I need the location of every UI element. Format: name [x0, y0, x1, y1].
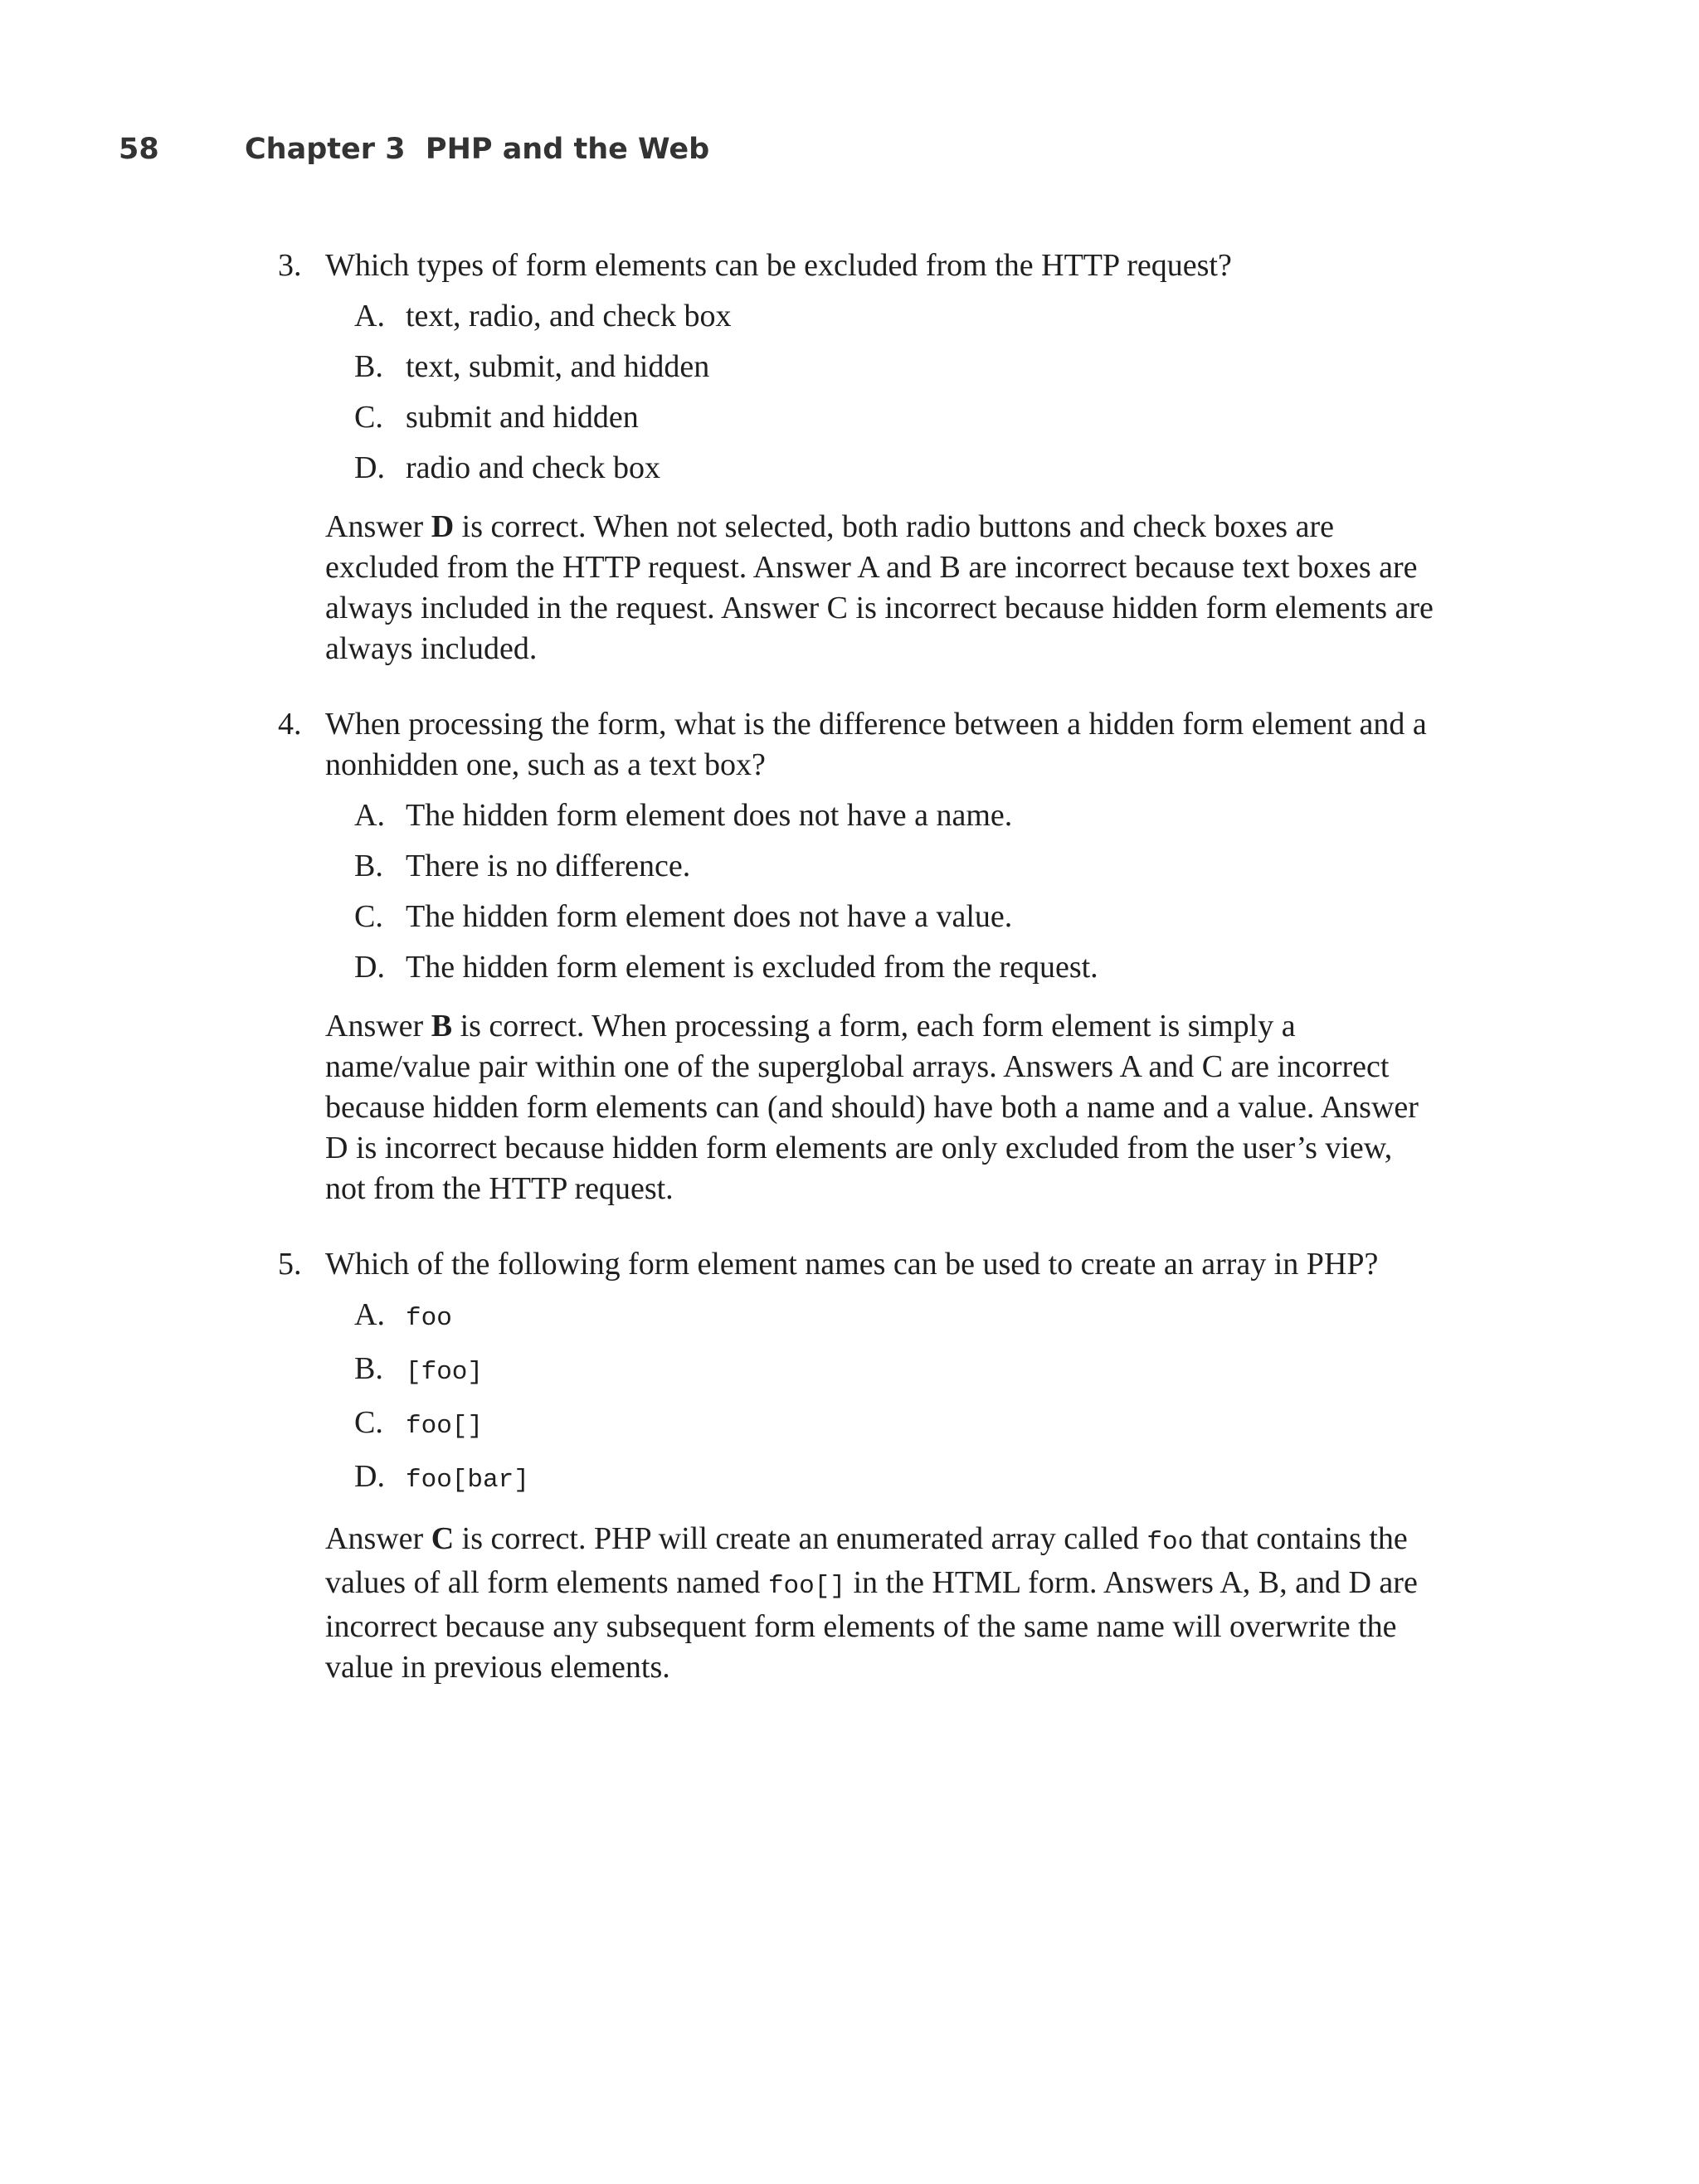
option-letter: D. [354, 950, 385, 985]
answer-part: in the HTML form. Answers A, B, and D are incorrect because any subsequent form elements of the same name will overwrite the value in previous elements. [325, 1565, 1418, 1685]
option-code: foo[bar] [406, 1466, 529, 1495]
question-number: 4. [278, 707, 302, 742]
answer-explanation [325, 507, 1439, 669]
option-letter: C. [354, 899, 383, 934]
options-list [354, 1295, 1439, 1501]
question-4 [278, 704, 1439, 1209]
answer-part: that contains the values of all form elements named [325, 1521, 1408, 1600]
option-letter: C. [354, 1405, 383, 1440]
answer-letter: B [431, 1009, 453, 1043]
page-header [119, 133, 709, 166]
question-5 [278, 1244, 1439, 1688]
option-text: text, submit, and hidden [406, 349, 710, 384]
inline-code: foo [1146, 1528, 1194, 1557]
option-d [354, 1457, 1439, 1501]
question-text: Which types of form elements can be excluded from the HTTP request? [325, 248, 1232, 283]
option-text: The hidden form element does not have a name. [406, 798, 1013, 833]
options-list [354, 795, 1439, 988]
answer-explanation [325, 1519, 1439, 1688]
option-letter: A. [354, 1297, 385, 1332]
option-c [354, 397, 1439, 438]
questions-content [278, 246, 1439, 1723]
inline-code: foo[] [767, 1572, 845, 1601]
question-3 [278, 246, 1439, 669]
option-letter: C. [354, 400, 383, 435]
answer-letter: D [431, 509, 455, 544]
option-text: There is no difference. [406, 849, 691, 883]
option-code: foo[] [406, 1412, 484, 1441]
option-a [354, 795, 1439, 836]
option-b [354, 846, 1439, 887]
answer-rest: is correct. When not selected, both radio buttons and check boxes are excluded from the HTTP request. Answer A and B are incorrect because text boxes are always included in the request. Answer C is incorrect because hidden form elements are always included. [325, 509, 1434, 666]
option-letter: A. [354, 798, 385, 833]
option-text: text, radio, and check box [406, 299, 732, 333]
option-text: radio and check box [406, 450, 661, 485]
option-letter: B. [354, 849, 383, 883]
answer-letter: C [431, 1521, 455, 1556]
option-letter: B. [354, 1351, 383, 1386]
answer-explanation [325, 1006, 1439, 1209]
option-code: [foo] [406, 1358, 484, 1387]
option-d [354, 448, 1439, 489]
page-number: 58 [119, 133, 159, 166]
option-code: foo [406, 1304, 452, 1333]
option-letter: D. [354, 450, 385, 485]
chapter-title: Chapter 3 PHP and the Web [245, 133, 710, 166]
option-c [354, 897, 1439, 937]
option-b [354, 347, 1439, 387]
option-text: The hidden form element does not have a value. [406, 899, 1013, 934]
option-letter: A. [354, 299, 385, 333]
options-list [354, 296, 1439, 489]
answer-prefix: Answer [325, 1521, 431, 1556]
option-a [354, 296, 1439, 337]
option-d [354, 947, 1439, 988]
option-a [354, 1295, 1439, 1339]
answer-prefix: Answer [325, 1009, 431, 1043]
answer-prefix: Answer [325, 509, 431, 544]
option-letter: D. [354, 1459, 385, 1494]
option-c [354, 1403, 1439, 1447]
question-text: When processing the form, what is the difference between a hidden form element and a nonhidden one, such as a text box? [325, 707, 1427, 782]
question-number: 3. [278, 248, 302, 283]
question-text: Which of the following form element names can be used to create an array in PHP? [325, 1247, 1379, 1282]
answer-rest: is correct. When processing a form, each form element is simply a name/value pair within one of the superglobal arrays. Answers A and C are incorrect because hidden form elements can (and should) have both a name and a value. Answer D is incorrect because hidden form elements are only excluded from the user’s view, not from the HTTP request. [325, 1009, 1419, 1206]
option-letter: B. [354, 349, 383, 384]
option-text: The hidden form element is excluded from the request. [406, 950, 1098, 985]
option-b [354, 1349, 1439, 1393]
answer-part: is correct. PHP will create an enumerated array called [454, 1521, 1147, 1556]
option-text: submit and hidden [406, 400, 639, 435]
question-number: 5. [278, 1247, 302, 1282]
